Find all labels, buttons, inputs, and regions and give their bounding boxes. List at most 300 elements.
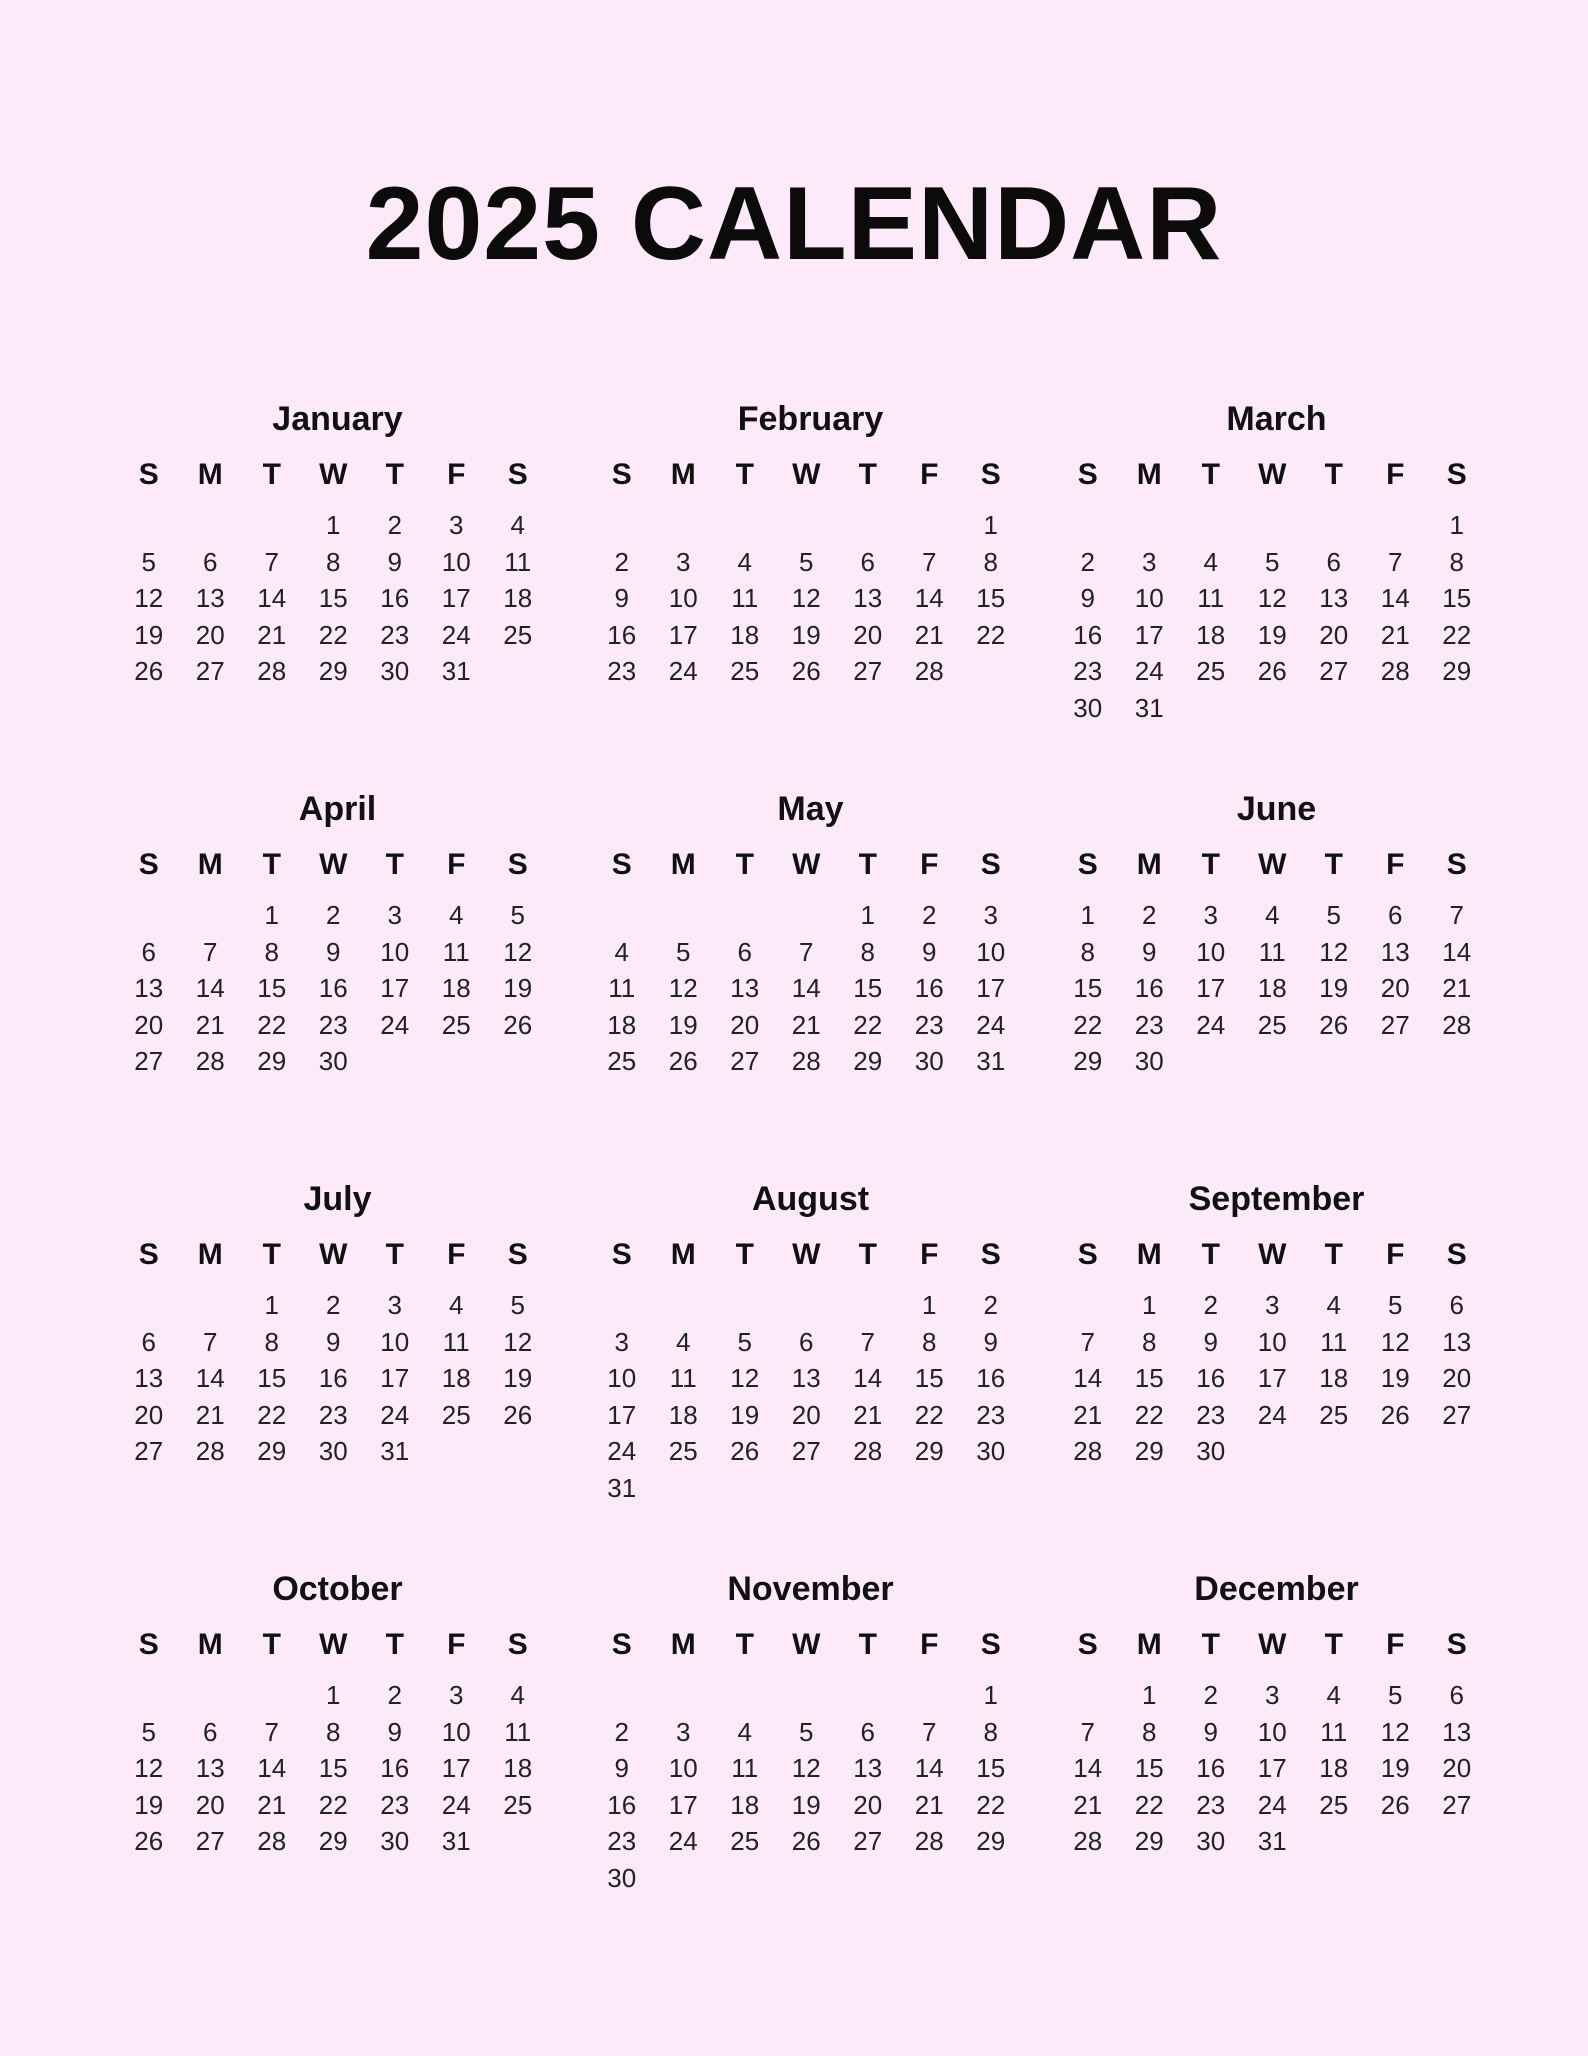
day-cell: 9 bbox=[1203, 1326, 1218, 1357]
day-cell: 12 bbox=[134, 583, 164, 614]
weekday-label: S bbox=[611, 458, 632, 491]
weekday-label: T bbox=[735, 1238, 754, 1271]
weekday-header bbox=[118, 1627, 557, 1663]
weekday-label: T bbox=[262, 1628, 281, 1661]
day-cell: 7 bbox=[1080, 1716, 1095, 1747]
day-cell: 25 bbox=[730, 1826, 760, 1857]
day-cell: 5 bbox=[1326, 900, 1341, 930]
weekday-label: T bbox=[735, 458, 754, 491]
day-cell: 14 bbox=[257, 583, 287, 614]
day-cell: 26 bbox=[730, 1436, 760, 1467]
month-name: November bbox=[727, 1570, 894, 1608]
day-cell: 25 bbox=[668, 1436, 698, 1467]
day-grid bbox=[1057, 507, 1496, 727]
day-cell: 8 bbox=[264, 1326, 279, 1357]
day-cell: 9 bbox=[614, 1753, 629, 1784]
day-cell: 9 bbox=[1203, 1716, 1218, 1747]
day-cell: 13 bbox=[1442, 1326, 1472, 1357]
weekday-label: T bbox=[1201, 1238, 1220, 1271]
weekday-label: W bbox=[792, 458, 821, 491]
day-cell: 23 bbox=[1196, 1399, 1226, 1430]
day-cell: 12 bbox=[668, 973, 698, 1004]
day-cell: 15 bbox=[318, 583, 348, 614]
weekday-label: S bbox=[507, 848, 528, 881]
day-cell: 26 bbox=[1257, 656, 1287, 687]
day-cell: 13 bbox=[195, 1753, 225, 1784]
day-cell: 8 bbox=[326, 1716, 341, 1747]
day-cell: 5 bbox=[1388, 1680, 1403, 1710]
day-cell: 22 bbox=[1134, 1399, 1164, 1430]
day-cell: 9 bbox=[983, 1326, 998, 1357]
day-cell: 11 bbox=[608, 973, 636, 1004]
day-cell: 6 bbox=[860, 1716, 875, 1747]
weekday-label: W bbox=[319, 848, 348, 881]
day-cell: 2 bbox=[326, 1290, 341, 1320]
day-cell: 1 bbox=[326, 1680, 341, 1710]
day-cell: 4 bbox=[1265, 900, 1280, 930]
day-cell: 5 bbox=[1265, 546, 1280, 577]
month-name: June bbox=[1236, 790, 1317, 828]
day-cell: 16 bbox=[607, 619, 637, 650]
day-cell: 11 bbox=[1258, 936, 1286, 967]
month-name: February bbox=[737, 400, 884, 438]
day-cell: 16 bbox=[1134, 973, 1164, 1004]
day-cell: 15 bbox=[1442, 583, 1472, 614]
day-cell: 23 bbox=[607, 656, 637, 687]
day-cell: 31 bbox=[380, 1436, 410, 1467]
month-august bbox=[591, 1175, 1030, 1507]
day-cell: 18 bbox=[730, 1789, 760, 1820]
day-grid bbox=[591, 1677, 1030, 1897]
day-cell: 13 bbox=[134, 973, 164, 1004]
month-name: July bbox=[303, 1180, 372, 1218]
day-cell: 4 bbox=[449, 900, 464, 930]
weekday-label: F bbox=[447, 458, 466, 491]
day-cell: 13 bbox=[195, 583, 225, 614]
day-cell: 12 bbox=[503, 1326, 533, 1357]
day-cell: 24 bbox=[1257, 1399, 1287, 1430]
day-cell: 29 bbox=[1442, 656, 1472, 687]
day-cell: 17 bbox=[976, 973, 1006, 1004]
day-cell: 14 bbox=[914, 583, 944, 614]
day-cell: 6 bbox=[203, 546, 218, 577]
day-cell: 3 bbox=[983, 900, 998, 930]
day-cell: 19 bbox=[134, 1789, 164, 1820]
day-cell: 6 bbox=[737, 936, 752, 967]
day-cell: 3 bbox=[676, 546, 691, 577]
weekday-label: S bbox=[611, 1628, 632, 1661]
day-cell: 22 bbox=[1073, 1009, 1103, 1040]
day-cell: 23 bbox=[380, 1789, 410, 1820]
weekday-label: W bbox=[319, 1238, 348, 1271]
day-cell: 10 bbox=[380, 1326, 410, 1357]
day-cell: 2 bbox=[387, 1680, 402, 1710]
day-cell: 7 bbox=[1449, 900, 1464, 930]
day-cell: 7 bbox=[1080, 1326, 1095, 1357]
weekday-label: W bbox=[1258, 1238, 1287, 1271]
month-name: December bbox=[1194, 1570, 1359, 1608]
day-cell: 15 bbox=[257, 1363, 287, 1394]
weekday-label: M bbox=[197, 458, 223, 491]
day-cell: 28 bbox=[853, 1436, 883, 1467]
weekday-header bbox=[1057, 1237, 1496, 1273]
day-cell: 20 bbox=[1442, 1363, 1472, 1394]
weekday-label: S bbox=[1077, 458, 1098, 491]
day-cell: 27 bbox=[195, 656, 225, 687]
day-cell: 16 bbox=[914, 973, 944, 1004]
day-cell: 30 bbox=[976, 1436, 1006, 1467]
day-cell: 15 bbox=[853, 973, 883, 1004]
day-cell: 23 bbox=[1134, 1009, 1164, 1040]
weekday-label: T bbox=[262, 1238, 281, 1271]
weekday-label: T bbox=[1324, 458, 1343, 491]
day-cell: 20 bbox=[1319, 619, 1349, 650]
day-cell: 23 bbox=[380, 619, 410, 650]
day-grid bbox=[591, 507, 1030, 690]
day-cell: 2 bbox=[614, 546, 629, 577]
day-cell: 4 bbox=[1326, 1680, 1341, 1710]
weekday-label: T bbox=[1324, 1628, 1343, 1661]
day-cell: 11 bbox=[504, 546, 532, 577]
day-cell: 20 bbox=[195, 1789, 225, 1820]
weekday-header bbox=[1057, 1627, 1496, 1663]
weekday-label: S bbox=[507, 458, 528, 491]
day-cell: 24 bbox=[607, 1436, 637, 1467]
weekday-label: S bbox=[1446, 458, 1467, 491]
day-cell: 13 bbox=[1319, 583, 1349, 614]
month-name: May bbox=[777, 790, 844, 828]
day-cell: 7 bbox=[799, 936, 814, 967]
day-cell: 22 bbox=[257, 1399, 287, 1430]
day-cell: 29 bbox=[1134, 1436, 1164, 1467]
day-cell: 14 bbox=[1442, 936, 1472, 967]
day-cell: 17 bbox=[668, 1789, 698, 1820]
day-cell: 8 bbox=[922, 1326, 937, 1357]
day-cell: 1 bbox=[1142, 1290, 1157, 1320]
day-cell: 18 bbox=[1257, 973, 1287, 1004]
day-cell: 2 bbox=[614, 1716, 629, 1747]
day-cell: 31 bbox=[1257, 1826, 1287, 1857]
day-cell: 20 bbox=[730, 1009, 760, 1040]
day-cell: 6 bbox=[141, 936, 156, 967]
day-cell: 8 bbox=[1080, 936, 1095, 967]
month-may bbox=[591, 785, 1030, 1080]
month-november bbox=[591, 1565, 1030, 1897]
day-cell: 26 bbox=[503, 1009, 533, 1040]
day-cell: 12 bbox=[134, 1753, 164, 1784]
day-cell: 10 bbox=[668, 583, 698, 614]
day-cell: 5 bbox=[799, 1716, 814, 1747]
day-cell: 9 bbox=[614, 583, 629, 614]
day-cell: 11 bbox=[1320, 1716, 1348, 1747]
day-cell: 11 bbox=[504, 1716, 532, 1747]
weekday-label: F bbox=[447, 848, 466, 881]
day-cell: 25 bbox=[441, 1009, 471, 1040]
day-cell: 1 bbox=[326, 510, 341, 540]
day-cell: 21 bbox=[1073, 1789, 1103, 1820]
weekday-header bbox=[591, 1627, 1030, 1663]
day-cell: 31 bbox=[441, 656, 471, 687]
day-cell: 6 bbox=[141, 1326, 156, 1357]
weekday-label: M bbox=[670, 1628, 696, 1661]
weekday-label: M bbox=[1136, 1238, 1162, 1271]
day-cell: 1 bbox=[983, 510, 998, 540]
day-cell: 22 bbox=[257, 1009, 287, 1040]
day-cell: 19 bbox=[1257, 619, 1287, 650]
day-cell: 17 bbox=[380, 973, 410, 1004]
day-cell: 29 bbox=[1073, 1046, 1103, 1077]
day-cell: 24 bbox=[441, 1789, 471, 1820]
weekday-label: T bbox=[262, 458, 281, 491]
weekday-label: T bbox=[858, 848, 877, 881]
day-cell: 29 bbox=[853, 1046, 883, 1077]
weekday-label: F bbox=[920, 1238, 939, 1271]
day-cell: 19 bbox=[1380, 1753, 1410, 1784]
weekday-label: T bbox=[858, 1238, 877, 1271]
day-cell: 26 bbox=[668, 1046, 698, 1077]
weekday-label: T bbox=[385, 1628, 404, 1661]
day-cell: 5 bbox=[799, 546, 814, 577]
weekday-label: T bbox=[385, 1238, 404, 1271]
day-cell: 29 bbox=[257, 1046, 287, 1077]
day-cell: 7 bbox=[860, 1326, 875, 1357]
day-cell: 15 bbox=[1134, 1753, 1164, 1784]
day-cell: 19 bbox=[668, 1009, 698, 1040]
day-cell: 7 bbox=[264, 546, 279, 577]
day-cell: 2 bbox=[387, 510, 402, 540]
day-cell: 29 bbox=[257, 1436, 287, 1467]
day-cell: 11 bbox=[442, 936, 470, 967]
day-cell: 15 bbox=[914, 1363, 944, 1394]
day-cell: 7 bbox=[1388, 546, 1403, 577]
day-cell: 1 bbox=[983, 1680, 998, 1710]
day-cell: 22 bbox=[318, 619, 348, 650]
month-february bbox=[591, 395, 1030, 690]
day-cell: 12 bbox=[1380, 1326, 1410, 1357]
day-cell: 19 bbox=[503, 973, 533, 1004]
day-grid bbox=[118, 1287, 557, 1470]
day-cell: 7 bbox=[203, 936, 218, 967]
day-cell: 9 bbox=[387, 546, 402, 577]
day-cell: 24 bbox=[441, 619, 471, 650]
day-cell: 21 bbox=[195, 1009, 225, 1040]
day-cell: 3 bbox=[449, 510, 464, 540]
day-cell: 28 bbox=[195, 1436, 225, 1467]
day-cell: 29 bbox=[976, 1826, 1006, 1857]
day-cell: 10 bbox=[1134, 583, 1164, 614]
day-cell: 15 bbox=[257, 973, 287, 1004]
day-cell: 2 bbox=[1203, 1290, 1218, 1320]
weekday-label: W bbox=[1258, 458, 1287, 491]
day-cell: 30 bbox=[318, 1436, 348, 1467]
day-cell: 6 bbox=[1326, 546, 1341, 577]
weekday-label: T bbox=[262, 848, 281, 881]
day-cell: 15 bbox=[1073, 973, 1103, 1004]
day-cell: 21 bbox=[914, 1789, 944, 1820]
day-cell: 30 bbox=[1196, 1436, 1226, 1467]
day-cell: 10 bbox=[976, 936, 1006, 967]
day-cell: 6 bbox=[1449, 1290, 1464, 1320]
day-cell: 16 bbox=[380, 1753, 410, 1784]
day-cell: 12 bbox=[730, 1363, 760, 1394]
day-cell: 8 bbox=[326, 546, 341, 577]
day-cell: 24 bbox=[380, 1009, 410, 1040]
weekday-label: F bbox=[447, 1628, 466, 1661]
day-cell: 28 bbox=[791, 1046, 821, 1077]
day-cell: 11 bbox=[731, 1753, 759, 1784]
day-cell: 30 bbox=[380, 656, 410, 687]
day-cell: 17 bbox=[1257, 1753, 1287, 1784]
weekday-label: S bbox=[138, 1628, 159, 1661]
day-grid bbox=[118, 1677, 557, 1860]
day-cell: 18 bbox=[441, 1363, 471, 1394]
weekday-label: S bbox=[980, 1238, 1001, 1271]
day-cell: 18 bbox=[668, 1399, 698, 1430]
day-cell: 27 bbox=[134, 1046, 164, 1077]
day-cell: 7 bbox=[922, 1716, 937, 1747]
day-cell: 4 bbox=[510, 1680, 525, 1710]
page-title: 2025 CALENDAR bbox=[365, 166, 1223, 282]
day-cell: 26 bbox=[1380, 1789, 1410, 1820]
weekday-label: S bbox=[138, 848, 159, 881]
weekday-label: S bbox=[980, 848, 1001, 881]
weekday-label: F bbox=[920, 848, 939, 881]
day-cell: 10 bbox=[441, 1716, 471, 1747]
month-name: January bbox=[272, 400, 403, 438]
day-cell: 25 bbox=[1196, 656, 1226, 687]
day-cell: 23 bbox=[976, 1399, 1006, 1430]
day-cell: 12 bbox=[1257, 583, 1287, 614]
day-cell: 29 bbox=[1134, 1826, 1164, 1857]
day-cell: 29 bbox=[318, 1826, 348, 1857]
day-cell: 14 bbox=[853, 1363, 883, 1394]
day-cell: 17 bbox=[441, 583, 471, 614]
day-cell: 3 bbox=[1265, 1290, 1280, 1320]
day-cell: 17 bbox=[1134, 619, 1164, 650]
day-cell: 26 bbox=[134, 656, 164, 687]
day-cell: 5 bbox=[737, 1326, 752, 1357]
day-cell: 30 bbox=[1073, 692, 1103, 723]
day-cell: 18 bbox=[1319, 1363, 1349, 1394]
weekday-label: M bbox=[670, 1238, 696, 1271]
day-cell: 28 bbox=[914, 656, 944, 687]
day-cell: 14 bbox=[257, 1753, 287, 1784]
day-cell: 18 bbox=[441, 973, 471, 1004]
weekday-label: S bbox=[1077, 1238, 1098, 1271]
weekday-label: S bbox=[138, 1238, 159, 1271]
day-cell: 23 bbox=[318, 1009, 348, 1040]
day-cell: 2 bbox=[1080, 546, 1095, 577]
weekday-label: M bbox=[1136, 848, 1162, 881]
day-cell: 1 bbox=[1080, 900, 1095, 930]
day-cell: 13 bbox=[853, 1753, 883, 1784]
day-grid bbox=[1057, 897, 1496, 1080]
day-cell: 24 bbox=[668, 656, 698, 687]
month-june bbox=[1057, 785, 1496, 1080]
day-cell: 26 bbox=[791, 656, 821, 687]
weekday-label: T bbox=[1324, 848, 1343, 881]
day-cell: 15 bbox=[1134, 1363, 1164, 1394]
weekday-header bbox=[118, 1237, 557, 1273]
day-cell: 18 bbox=[1319, 1753, 1349, 1784]
weekday-label: W bbox=[792, 848, 821, 881]
day-cell: 3 bbox=[449, 1680, 464, 1710]
day-cell: 10 bbox=[1196, 936, 1226, 967]
day-cell: 26 bbox=[503, 1399, 533, 1430]
weekday-label: W bbox=[1258, 848, 1287, 881]
day-cell: 3 bbox=[1265, 1680, 1280, 1710]
day-cell: 12 bbox=[791, 583, 821, 614]
day-cell: 10 bbox=[380, 936, 410, 967]
day-cell: 4 bbox=[510, 510, 525, 540]
day-cell: 4 bbox=[614, 936, 629, 967]
day-cell: 1 bbox=[1142, 1680, 1157, 1710]
day-cell: 19 bbox=[134, 619, 164, 650]
day-cell: 15 bbox=[976, 583, 1006, 614]
weekday-label: T bbox=[735, 1628, 754, 1661]
day-cell: 3 bbox=[614, 1326, 629, 1357]
day-cell: 17 bbox=[441, 1753, 471, 1784]
day-cell: 19 bbox=[791, 619, 821, 650]
month-october bbox=[118, 1565, 557, 1860]
day-cell: 23 bbox=[318, 1399, 348, 1430]
day-cell: 7 bbox=[203, 1326, 218, 1357]
day-cell: 27 bbox=[134, 1436, 164, 1467]
weekday-header bbox=[1057, 847, 1496, 883]
day-cell: 14 bbox=[1073, 1753, 1103, 1784]
day-cell: 23 bbox=[1196, 1789, 1226, 1820]
day-cell: 25 bbox=[503, 619, 533, 650]
day-cell: 21 bbox=[853, 1399, 883, 1430]
day-cell: 27 bbox=[1380, 1009, 1410, 1040]
day-cell: 16 bbox=[318, 1363, 348, 1394]
month-january bbox=[118, 395, 557, 690]
day-cell: 24 bbox=[976, 1009, 1006, 1040]
day-cell: 12 bbox=[503, 936, 533, 967]
day-cell: 31 bbox=[441, 1826, 471, 1857]
weekday-header bbox=[591, 1237, 1030, 1273]
day-cell: 5 bbox=[676, 936, 691, 967]
day-cell: 28 bbox=[195, 1046, 225, 1077]
weekday-label: F bbox=[1386, 848, 1405, 881]
weekday-label: T bbox=[1201, 1628, 1220, 1661]
day-cell: 5 bbox=[510, 900, 525, 930]
day-cell: 21 bbox=[791, 1009, 821, 1040]
day-cell: 28 bbox=[1073, 1826, 1103, 1857]
day-cell: 8 bbox=[264, 936, 279, 967]
day-cell: 27 bbox=[1442, 1789, 1472, 1820]
day-cell: 22 bbox=[914, 1399, 944, 1430]
weekday-label: W bbox=[319, 458, 348, 491]
day-cell: 8 bbox=[1142, 1326, 1157, 1357]
day-cell: 30 bbox=[607, 1862, 637, 1893]
day-cell: 28 bbox=[257, 1826, 287, 1857]
day-cell: 4 bbox=[1203, 546, 1218, 577]
weekday-label: T bbox=[858, 458, 877, 491]
day-cell: 4 bbox=[737, 1716, 752, 1747]
weekday-header bbox=[118, 457, 557, 493]
weekday-label: S bbox=[980, 458, 1001, 491]
day-cell: 21 bbox=[257, 1789, 287, 1820]
weekday-header bbox=[1057, 457, 1496, 493]
day-cell: 23 bbox=[914, 1009, 944, 1040]
day-cell: 9 bbox=[1142, 936, 1157, 967]
day-cell: 2 bbox=[1142, 900, 1157, 930]
day-cell: 24 bbox=[668, 1826, 698, 1857]
day-cell: 8 bbox=[860, 936, 875, 967]
day-cell: 17 bbox=[1196, 973, 1226, 1004]
weekday-header bbox=[118, 847, 557, 883]
